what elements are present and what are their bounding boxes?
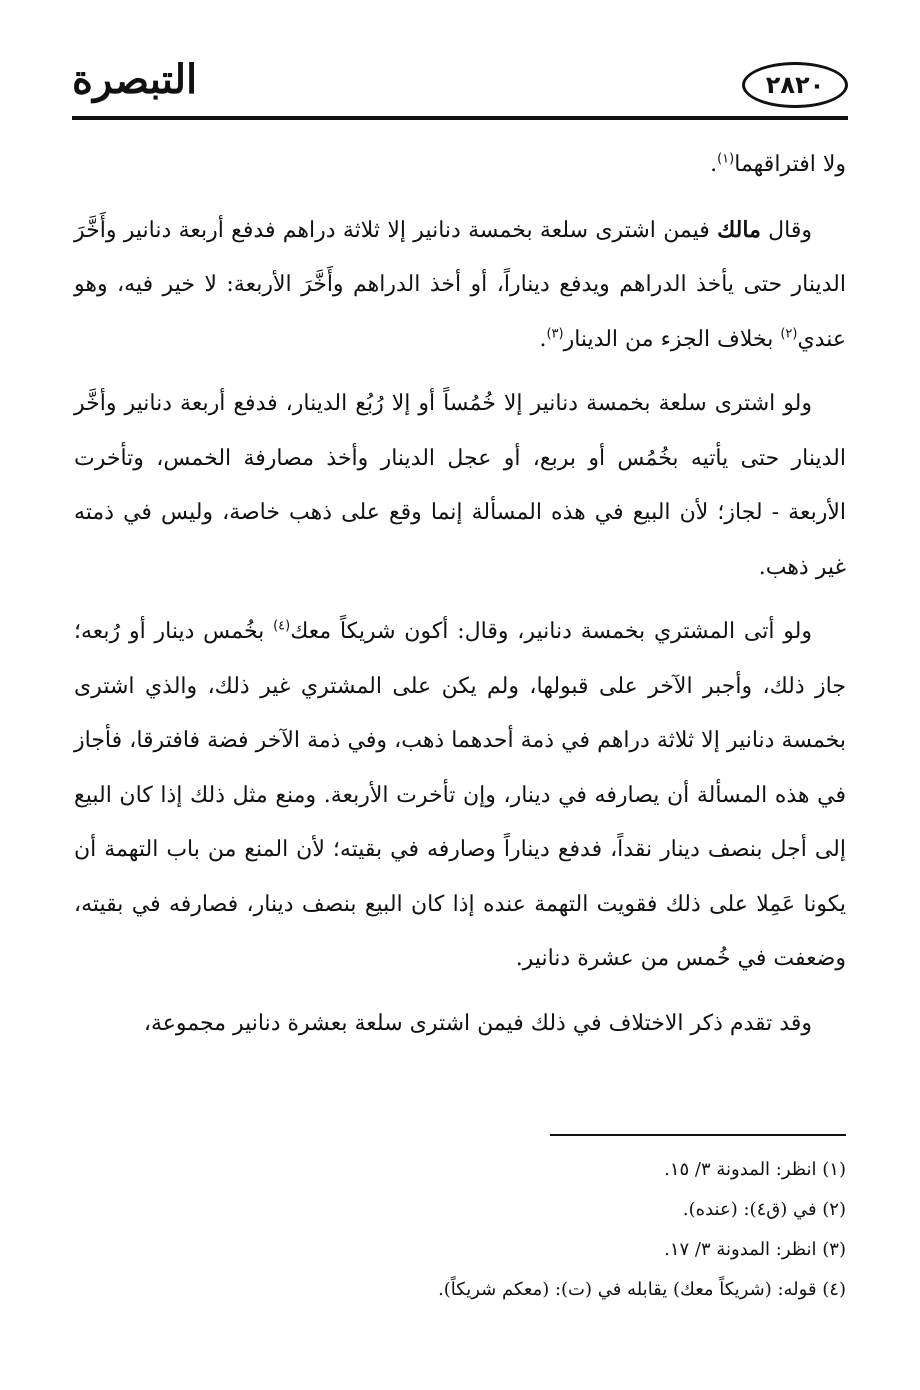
header-rule — [72, 116, 848, 120]
text-run: فيمن اشترى سلعة بخمسة دنانير إلا ثلاثة دراهم فدفع أربعة دنانير وأَخَّرَ الدينار حتى يأخذ الدراهم ويدفع ديناراً، أو أخذ الدراهم وأَخَّرَ الأربعة: لا خير فيه، وهو عندي — [74, 217, 846, 352]
footnote-marker: (٣) — [546, 326, 564, 342]
body-text — [74, 138, 846, 1061]
footnote-1: (١) انظر: المدونة ٣/ ١٥. — [664, 1159, 846, 1180]
text-run: بخلاف الجزء من الدينار — [563, 326, 781, 352]
text-run: . — [539, 326, 547, 352]
text-run: . — [710, 152, 718, 177]
footnote-4: (٤) قوله: (شريكاً معك) يقابله في (ت): (معكم شريكاً). — [438, 1279, 846, 1300]
footnote-marker: (١) — [717, 151, 735, 167]
footnote-marker: (٤) — [273, 618, 291, 634]
text-run: وقد تقدم ذكر الاختلاف في ذلك فيمن اشترى سلعة بعشرة دنانير مجموعة، — [143, 1010, 812, 1036]
text-run: ولو اشترى سلعة بخمسة دنانير إلا خُمُساً أو إلا رُبُع الدينار، فدفع أربعة دنانير وأخَّر الدينار حتى يأتيه بخُمُس أو بربع، أو عجل الدينار وأخذ مصارفة الخمس، وتأخرت الأربعة - لجاز؛ لأن البيع في هذه المسألة إنما وقع على ذهب خاصة، وليس في ذمته غير ذهب. — [74, 391, 846, 580]
text-run: ولو أتى المشتري بخمسة دنانير، وقال: أكون شريكاً معك — [290, 619, 812, 644]
paragraph — [74, 377, 846, 595]
text-run: ولا افتراقهما — [734, 152, 846, 177]
footnote-3: (٣) انظر: المدونة ٣/ ١٧. — [664, 1239, 846, 1260]
running-title: التبصرة — [72, 56, 198, 103]
footnote-2: (٢) في (ق٤): (عنده). — [682, 1199, 846, 1220]
page-number-badge — [742, 62, 848, 108]
footnote-separator — [550, 1134, 846, 1136]
footnotes — [74, 1150, 846, 1310]
paragraph — [74, 138, 846, 193]
paragraph — [74, 605, 846, 987]
text-run: بخُمس دينار أو رُبعه؛ جاز ذلك، وأجبر الآخر على قبولها، ولم يكن على المشتري غير ذلك، والذي اشترى بخمسة دنانير إلا ثلاثة دراهم في ذمة أحدهما ذهب، وفي ذمة الآخر فضة فافترقا، فأجاز في هذه المسألة أن يصارفه في دينار، وإن تأخرت الأربعة. ومنع مثل ذلك إذا كان البيع إلى أجل بنصف دينار نقداً، فدفع ديناراً وصارفه في بقيته؛ لأن المنع من باب التهمة أن يكونا عَمِلا على ذلك فقويت التهمة عنده إذا كان البيع بنصف دينار، فصارفه في بقيته، وضعفت في خُمس من عشرة دنانير. — [74, 619, 846, 971]
page-number: ٢٨٢٠ — [765, 71, 825, 99]
text-run: وقال — [760, 217, 812, 243]
paragraph — [74, 203, 846, 368]
bold-name: مالك — [717, 216, 761, 243]
footnote-marker: (٢) — [780, 326, 798, 342]
page-header — [72, 50, 848, 120]
paragraph — [74, 997, 846, 1052]
